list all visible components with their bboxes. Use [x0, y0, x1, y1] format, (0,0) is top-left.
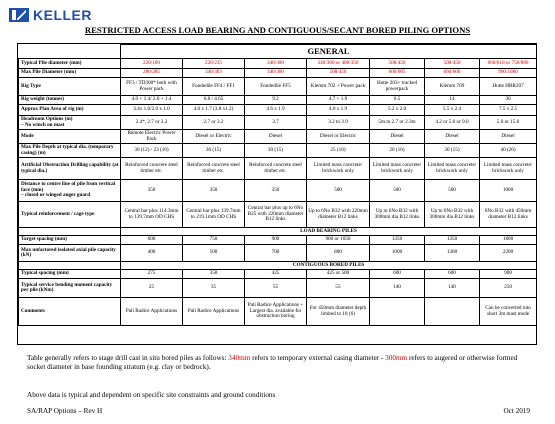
table-cell: 350	[183, 270, 245, 279]
table-cell: 700	[245, 245, 307, 262]
table-cell: 220/235	[183, 59, 245, 69]
table-cell: Comments	[19, 298, 121, 326]
table-cell: 5.5 x 2.4	[425, 105, 480, 116]
table-cell	[370, 298, 425, 326]
table-cell: 400	[121, 245, 183, 262]
table-cell: Can be converted into short 3m mast mode	[480, 298, 537, 326]
table-cell	[425, 298, 480, 326]
table-cell: Hutte 203+ tracked powerpack	[370, 78, 425, 96]
table-cell: 750	[183, 236, 245, 245]
table-cell: 3.4x 1.0/2.0 x 1.0	[121, 105, 183, 116]
table-cell: 55	[245, 279, 307, 298]
footer-revision: SA/RAP Options – Rev H	[27, 407, 103, 415]
table-cell: Typical Pile diameter (mm)	[19, 59, 121, 69]
section-general: GENERAL	[121, 45, 537, 59]
section-contiguous: CONTIGUOUS BORED PILES	[121, 262, 537, 270]
row-obstruction-drilling	[19, 158, 537, 180]
row-max-load	[19, 245, 537, 262]
table-cell: Typical service bending moment capacity per pile (kNm)	[19, 279, 121, 298]
table-cell: 350	[183, 180, 245, 202]
section-load-bearing-row	[19, 228, 537, 236]
table-cell: 350	[245, 180, 307, 202]
table-cell: 900	[480, 270, 537, 279]
table-cell: Rig Type	[19, 78, 121, 96]
table-cell: 3.7	[245, 116, 307, 130]
table-cell: 6.8 / 4.65	[183, 96, 245, 105]
table-cell: 5m to 2.7 or 2.3m	[370, 116, 425, 130]
table-cell: 30	[480, 96, 537, 105]
table-cell: 1300	[425, 245, 480, 262]
table-cell: 4.0 + 1.4/ 2.0 + 1.4	[121, 96, 183, 105]
table-cell: Central bar plus 114.3mm to 139.7mm OD CHS	[121, 202, 183, 228]
row-mode	[19, 130, 537, 144]
table-cell: 600	[121, 236, 183, 245]
table-cell: 340/303	[183, 69, 245, 78]
table-cell: Hutte HBR207	[480, 78, 537, 96]
table-cell: 30 (15)	[245, 144, 307, 158]
table-cell: 14	[425, 96, 480, 105]
table-cell: Remote Electric Power Pack	[121, 130, 183, 144]
table-cell: Target spacing (mm)	[19, 236, 121, 245]
piling-options-table	[17, 43, 537, 345]
section-contiguous-row	[19, 262, 537, 270]
table-cell: 25	[121, 279, 183, 298]
table-cell: Pali Radice Applications + Largest dia. available for obstruction boring	[245, 298, 307, 326]
table-note: Table generally refers to stage drill cast in situ bored piles as follows: 340mm refers to temporary external casing diameter - 300mm refers to augered or otherwise formed socket diameter in base founding stratum (e.g. clay or bedrock).	[27, 354, 518, 371]
row-target-spacing	[19, 236, 537, 245]
table-cell: Limited mass concrete/ brickwork only	[425, 158, 480, 180]
table-cell: 3.2 to 3.9	[307, 116, 370, 130]
footer-date: Oct 2019	[503, 407, 530, 415]
row-comments	[19, 298, 537, 326]
table-cell: 350	[121, 180, 183, 202]
table-cell: Mode	[19, 130, 121, 144]
table-cell: 900	[245, 236, 307, 245]
table-cell: 500	[307, 180, 370, 202]
table-cell: Pali Radice Applications	[183, 298, 245, 326]
table-cell: Limited mass concrete/ brickwork only	[307, 158, 370, 180]
table-cell: Diesel	[370, 130, 425, 144]
table-cell	[19, 45, 121, 59]
row-max-depth	[19, 144, 537, 158]
table-cell: 508/450	[307, 69, 370, 78]
table-cell: 508/450	[425, 59, 480, 69]
keller-logo	[9, 7, 92, 23]
table-cell: 5.2 x 2.0	[370, 105, 425, 116]
table-cell: Distance to centre line of pile from vertical face (mm) – closed or winged auger guard	[19, 180, 121, 202]
table-cell: Klemm 702 + Power pack	[307, 78, 370, 96]
table-cell: 1350	[370, 236, 425, 245]
table-cell: 9.2	[245, 96, 307, 105]
table-cell	[19, 262, 121, 270]
table-cell: 508/450	[370, 59, 425, 69]
table-cell: 2200	[480, 245, 537, 262]
table-cell: Diesel	[480, 130, 537, 144]
table-cell: Klemm 709	[425, 78, 480, 96]
table-cell: Rig weight (tonnes)	[19, 96, 121, 105]
table-cell: 4.2 or 5.0 or 9.0	[425, 116, 480, 130]
table-cell: Typical spacing (mm)	[19, 270, 121, 279]
table-cell: 500	[425, 180, 480, 202]
row-rig-type	[19, 78, 537, 96]
table-cell: Max Pile Depth at typical dia. (temporary casing) (m)	[19, 144, 121, 158]
table-cell: 4.0 x 1.9	[307, 105, 370, 116]
row-bending-moment	[19, 279, 537, 298]
row-max-diameter	[19, 69, 537, 78]
table-cell: Max Pile Diameter (mm)	[19, 69, 121, 78]
table-cell: Reinforced concrete steel timber etc.	[245, 158, 307, 180]
table-cell: 20 (10)	[370, 144, 425, 158]
table-cell: Typical reinforcement / cage type	[19, 202, 121, 228]
table-cell: Fondedile FF4 / FF1	[183, 78, 245, 96]
table-cell: 660/610 or 750/880	[480, 59, 537, 69]
table-cell: 25 (10)	[307, 144, 370, 158]
table-cell: Central bar plus up to 6No B25 with 220mm diameter B12 links	[245, 202, 307, 228]
table-cell: FF3 / TD300* both with Power pack	[121, 78, 183, 96]
table-cell: 340/300 or 400/350	[307, 59, 370, 69]
document-title: RESTRICTED ACCESS LOAD BEARING AND CONTIGUOUS/SECANT BORED PILING OPTIONS	[84, 25, 471, 35]
table-cell: For 450mm diameter depth limited to 18 (6)	[307, 298, 370, 326]
table-cell: 425 or 500	[307, 270, 370, 279]
table-cell: Headroom Options (m) – No winch on mast	[19, 116, 121, 130]
table-cell: Diesel or Electric	[183, 130, 245, 144]
table-cell: 500	[370, 180, 425, 202]
table-cell: 30 (15)	[425, 144, 480, 158]
row-distance-to-face	[19, 180, 537, 202]
table-cell: 900 or 1050	[307, 236, 370, 245]
table-cell: 2.4*, 2.7 or 3.2	[121, 116, 183, 130]
table-cell: 275	[121, 270, 183, 279]
row-reinforcement	[19, 202, 537, 228]
table-cell: Reinforced concrete steel timber etc.	[121, 158, 183, 180]
table-cell: Limited mass concrete/ brickwork only	[370, 158, 425, 180]
data-note: Above data is typical and dependent on specific site constraints and ground conditions	[27, 391, 276, 399]
table-cell: 280/285	[121, 69, 183, 78]
row-rig-weight	[19, 96, 537, 105]
table-cell: 2.7 or 3.2	[183, 116, 245, 130]
section-load-bearing: LOAD BEARING PILES	[121, 228, 537, 236]
table-cell: 660/605	[370, 69, 425, 78]
table-cell: Reinforced concrete steel timber etc.	[183, 158, 245, 180]
table-cell: 35	[183, 279, 245, 298]
table-cell: Diesel	[245, 130, 307, 144]
row-plan-area	[19, 105, 537, 116]
logo-text: KELLER	[33, 7, 92, 23]
table-cell: Approx Plan Area of rig (m)	[19, 105, 121, 116]
table-cell: Up to 6No B32 with 300mm dia B12 links	[370, 202, 425, 228]
table-cell: Diesel	[425, 130, 480, 144]
table-cell: 425	[245, 270, 307, 279]
table-cell: 6No B32 with 450mm diameter B12 links	[480, 202, 537, 228]
table-cell: 140	[425, 279, 480, 298]
table-cell: 4.6 x 1.9	[245, 105, 307, 116]
table-cell: 1350	[425, 236, 480, 245]
table-cell: 1800	[480, 236, 537, 245]
table-cell: 250	[480, 279, 537, 298]
row-typical-spacing	[19, 270, 537, 279]
table-cell: 55	[307, 279, 370, 298]
table-cell: 500	[183, 245, 245, 262]
table-cell: 340/300	[245, 69, 307, 78]
table-cell: 600	[425, 270, 480, 279]
table-cell: 40 (20)	[480, 144, 537, 158]
table-cell: 340/300	[245, 59, 307, 69]
table-cell: Fondedile FF5	[245, 78, 307, 96]
table-cell: 30 (15)	[183, 144, 245, 158]
table-cell: Pali Radice Applications	[121, 298, 183, 326]
keller-logo-icon	[9, 8, 29, 22]
table-cell: 1000	[480, 180, 537, 202]
table-cell: Up to 6No B32 with 300mm dia B12 links	[425, 202, 480, 228]
table-cell	[19, 228, 121, 236]
table-cell: Artificial Obstruction Drilling capability (at typical dia.)	[19, 158, 121, 180]
table-cell: Diesel or Electric	[307, 130, 370, 144]
table-cell: 660/600	[425, 69, 480, 78]
table-cell: 7.5 x 2.5	[480, 105, 537, 116]
table-cell: Up to 6No B32 with 220mm diameter B12 links	[307, 202, 370, 228]
row-typical-diameter	[19, 59, 537, 69]
table-cell: Limited mass concrete/ brickwork only	[480, 158, 537, 180]
table-cell: 5.0 or 15.0	[480, 116, 537, 130]
table-cell: 4.7 + 1.9	[307, 96, 370, 105]
table-cell: 800	[307, 245, 370, 262]
table-cell: 1000	[370, 245, 425, 262]
table-cell: 900/1080	[480, 69, 537, 78]
table-cell: 220/100	[121, 59, 183, 69]
table-cell: Max unfactored isolated axial pile capacity (kN)	[19, 245, 121, 262]
table-cell: 4.0 x 1.7 (3.8 x1.2)	[183, 105, 245, 116]
table-cell: 600	[370, 270, 425, 279]
row-headroom	[19, 116, 537, 130]
table-cell: 6.5	[370, 96, 425, 105]
table-cell: Central bar plus 139.7mm to 219.1mm OD CHS	[183, 202, 245, 228]
table-cell: 30 (12) / 23 (10)	[121, 144, 183, 158]
table-cell: 140	[370, 279, 425, 298]
